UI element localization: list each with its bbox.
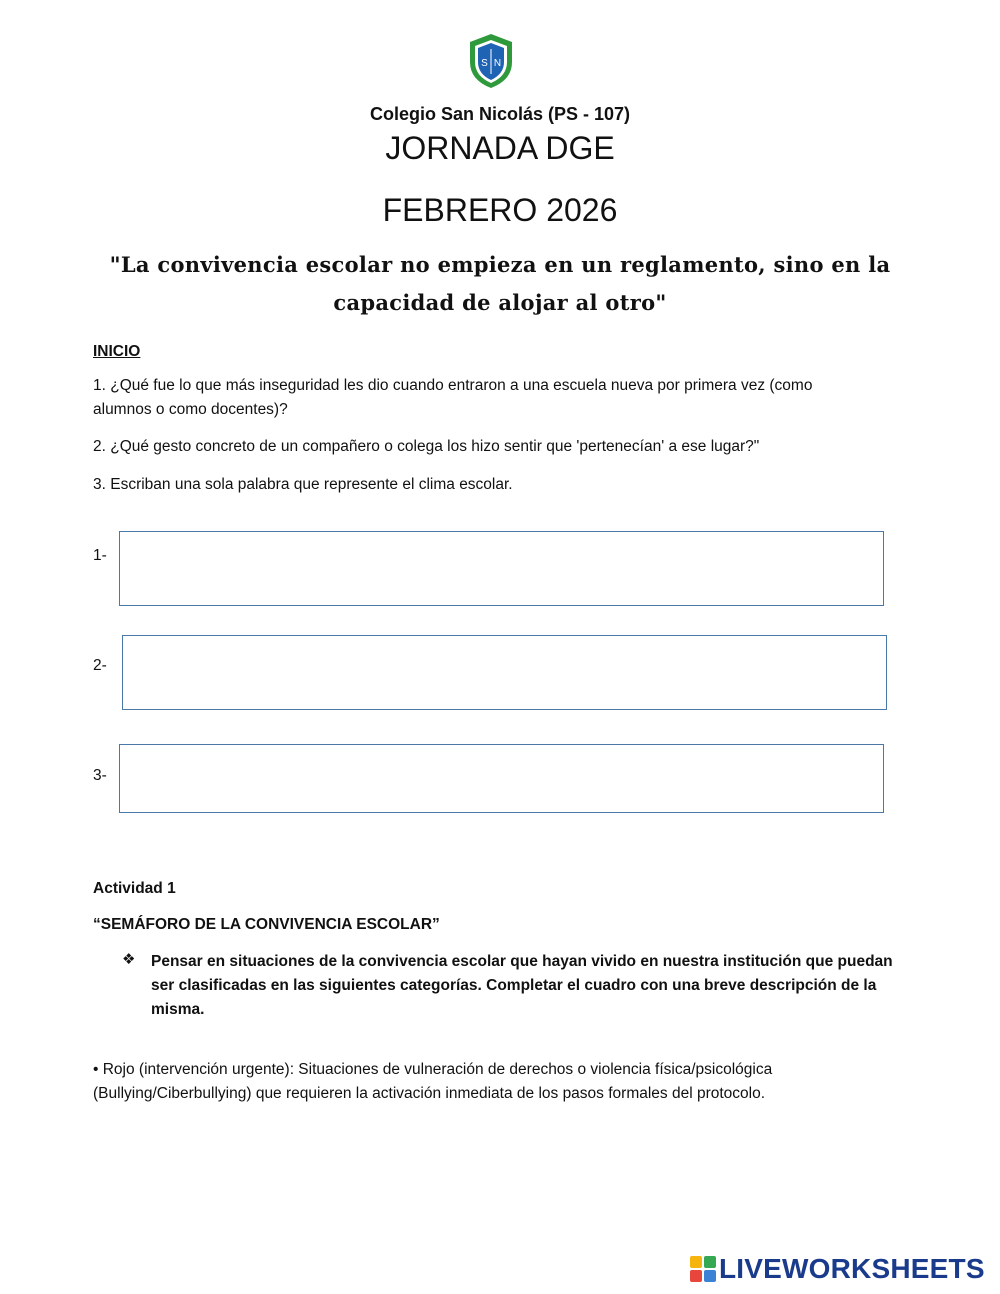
motto-quote: "La convivencia escolar no empieza en un reglamento, sino en la capacidad de alojar al otro" (109, 252, 891, 315)
activity-1-subtitle: “SEMÁFORO DE LA CONVIVENCIA ESCOLAR” (93, 916, 440, 933)
school-crest-logo (468, 32, 514, 90)
question-2: 2. ¿Qué gesto concreto de un compañero o colega los hizo sentir que 'pertenecían' a ese lugar?" (93, 438, 760, 455)
activity-1-title: Actividad 1 (93, 880, 176, 897)
question-1: 1. ¿Qué fue lo que más inseguridad les dio cuando entraron a una escuela nueva por primera vez (como alumnos o como docentes)? (93, 377, 813, 418)
liveworksheets-brand (690, 1252, 985, 1286)
answer-1-label: 1- (93, 547, 107, 564)
logo-initial-n: N (493, 58, 502, 69)
answer-3-input[interactable] (119, 744, 884, 813)
answer-3-label: 3- (93, 767, 107, 784)
activity-1-instruction: Pensar en situaciones de la convivencia escolar que hayan vivido en nuestra institución que puedan ser clasificadas en las siguientes categorías. Completar el cuadro con una breve descripción de la misma. (151, 953, 893, 1018)
liveworksheets-wordmark: LIVEWORKSHEETS (719, 1253, 985, 1284)
answer-1-input[interactable] (119, 531, 884, 606)
rojo-category-description: • Rojo (intervención urgente): Situaciones de vulneración de derechos o violencia física/psicológica (Bullying/Ciberbullying) que requieren la activación inmediata de los pasos formales del protocolo. (93, 1061, 773, 1102)
diamond-bullet-icon: ❖ (122, 951, 136, 968)
answer-2-label: 2- (93, 657, 107, 674)
answer-2-input[interactable] (122, 635, 887, 710)
document-title: JORNADA DGE (385, 130, 615, 166)
question-3: 3. Escriban una sola palabra que represente el clima escolar. (93, 476, 513, 493)
liveworksheets-logo-icon (690, 1256, 716, 1282)
section-heading-inicio: INICIO (93, 343, 141, 360)
school-name: Colegio San Nicolás (PS - 107) (369, 104, 631, 124)
document-date: FEBRERO 2026 (382, 192, 618, 228)
logo-initial-s: S (481, 58, 488, 69)
